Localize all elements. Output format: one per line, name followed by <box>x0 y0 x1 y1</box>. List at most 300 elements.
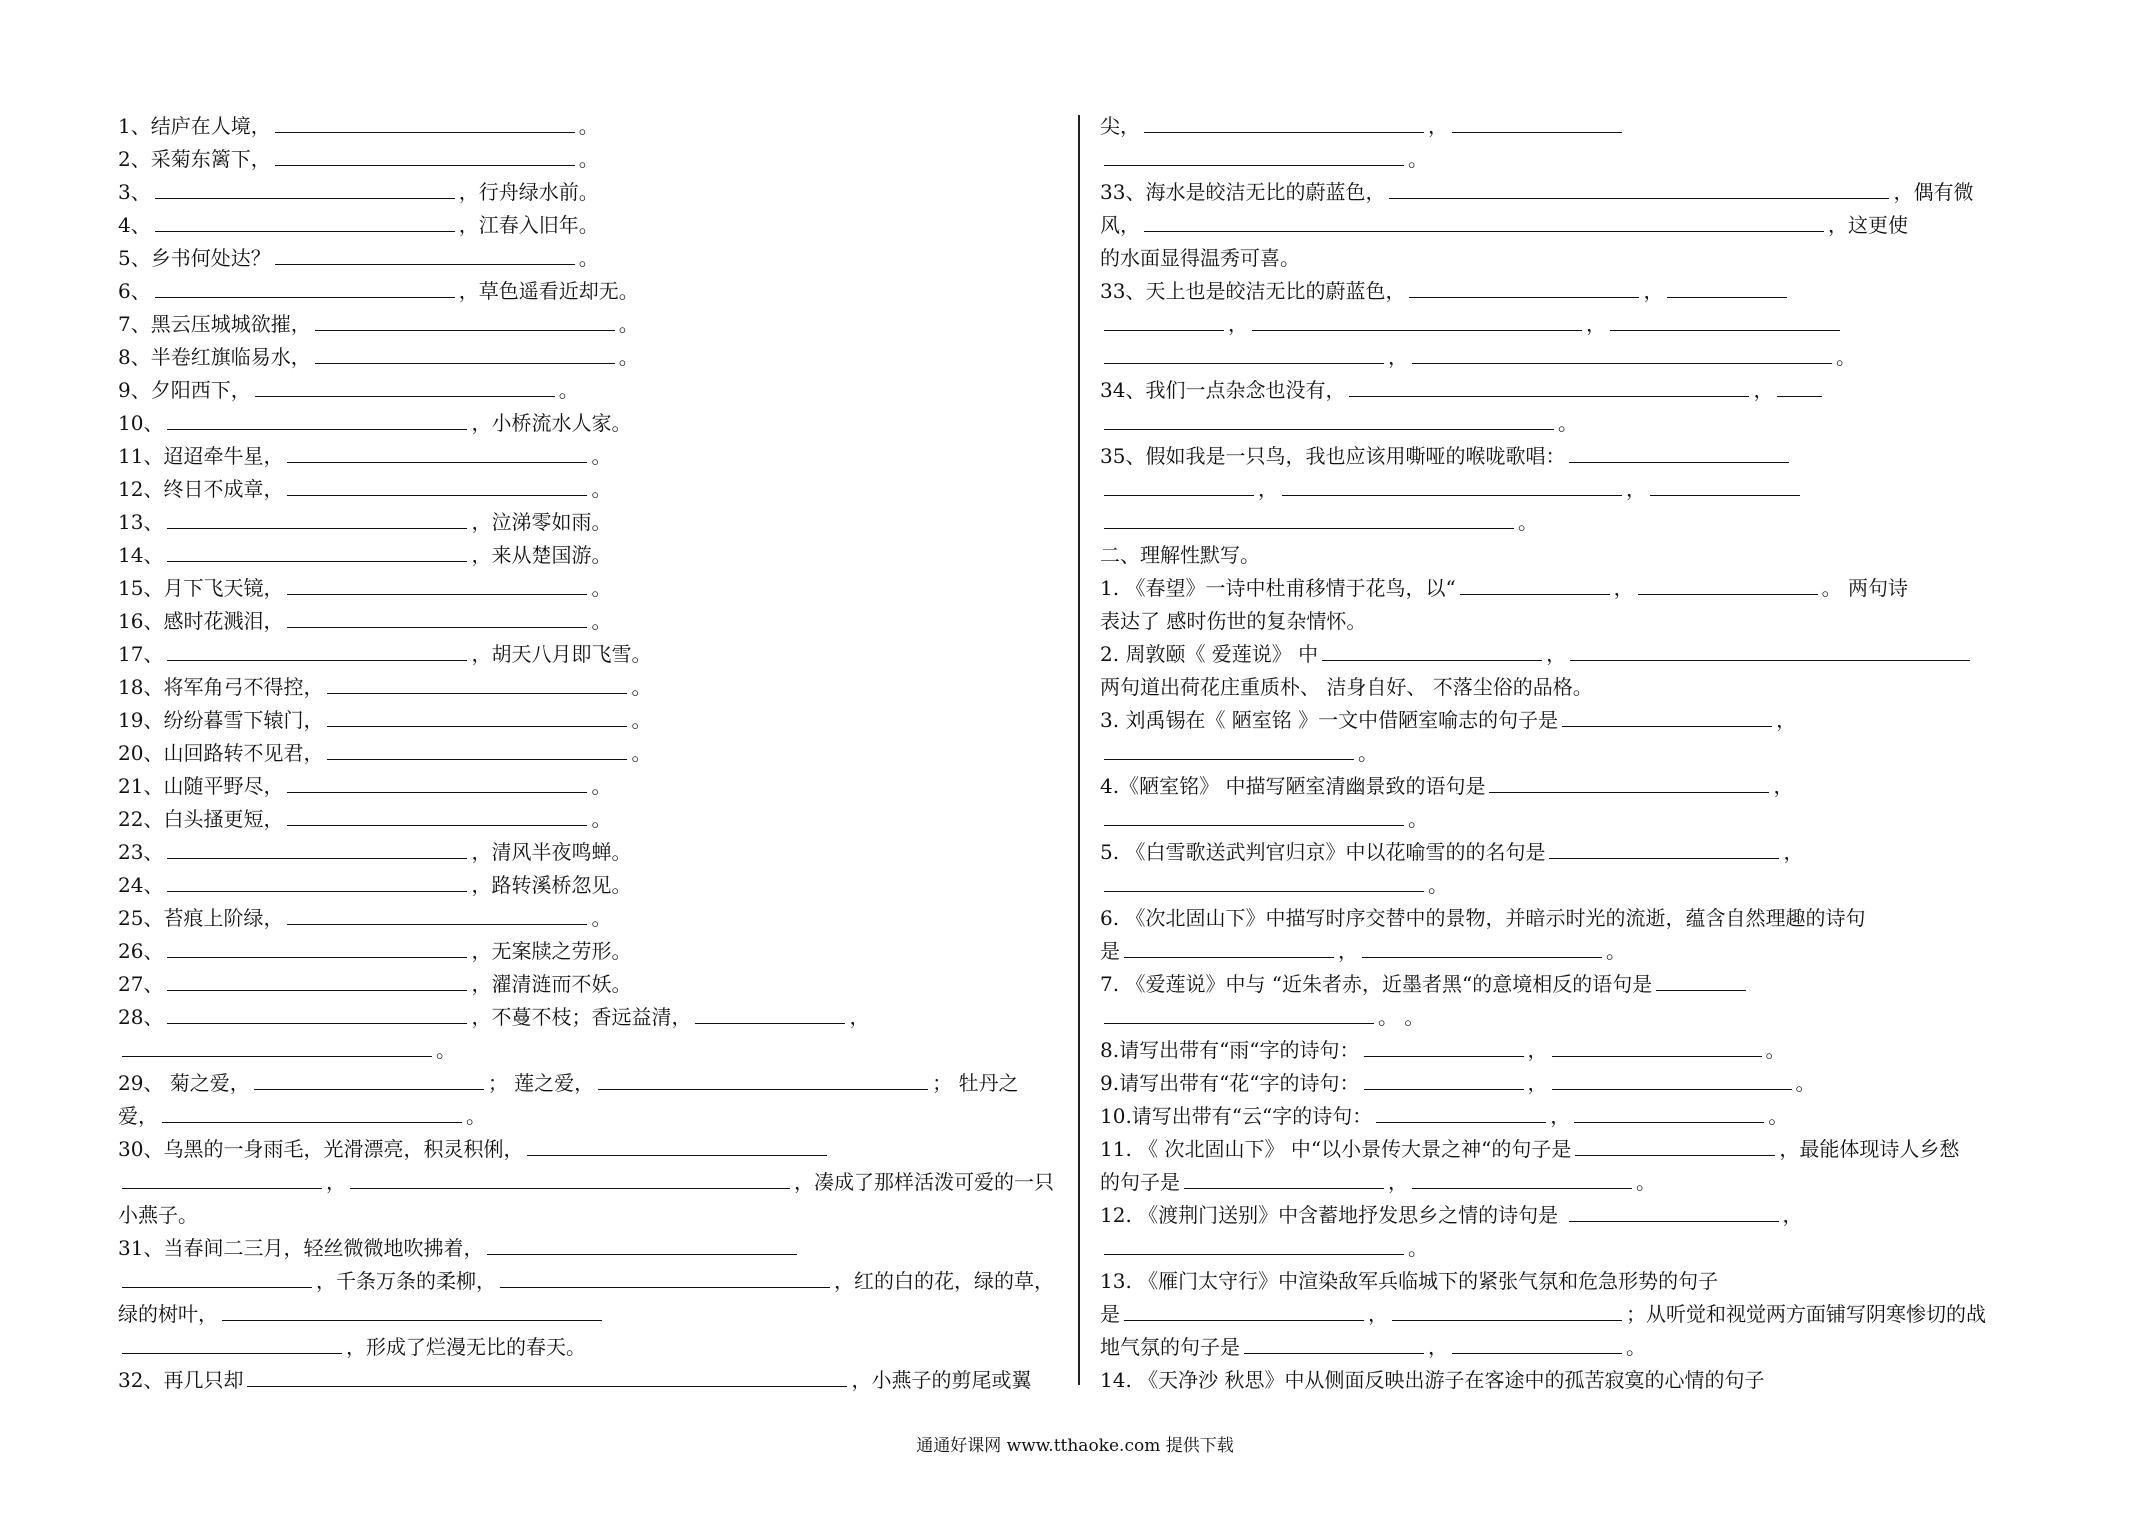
question-text: ，小桥流水人家。 <box>471 411 632 435</box>
answer-blank[interactable] <box>1777 374 1822 397</box>
question-text: ， <box>1776 708 1797 732</box>
answer-blank[interactable] <box>327 704 627 727</box>
answer-blank[interactable] <box>1104 407 1554 430</box>
question-text: ， <box>1613 576 1634 600</box>
left-line <box>118 605 1058 638</box>
question-text: ， <box>1586 312 1606 336</box>
question-text: 。 <box>558 378 579 402</box>
left-line <box>118 770 1058 803</box>
question-text: 6. 《次北固山下》中描写时序交替中的景物，并暗示时光的流逝，蕴含自然理趣的诗句 <box>1100 906 1866 930</box>
right-line <box>1100 1100 2040 1133</box>
question-text: 14、 <box>118 543 164 567</box>
left-line <box>118 1232 1058 1265</box>
left-line <box>118 1133 1058 1166</box>
question-text: ，这更使 <box>1828 213 1908 237</box>
question-text: ， <box>1388 345 1408 369</box>
question-text: 。 <box>631 675 652 699</box>
answer-blank[interactable] <box>1562 704 1772 727</box>
answer-blank[interactable] <box>167 506 467 529</box>
right-line <box>1100 1067 2040 1100</box>
answer-blank[interactable] <box>1656 968 1746 991</box>
answer-blank[interactable] <box>695 1001 845 1024</box>
question-text: ，濯清涟而不妖。 <box>471 972 632 996</box>
answer-blank[interactable] <box>500 1265 830 1288</box>
question-text: 23、 <box>118 840 164 864</box>
question-text: ， <box>1338 939 1358 963</box>
answer-blank[interactable] <box>1638 572 1818 595</box>
left-line <box>118 473 1058 506</box>
answer-blank[interactable] <box>1364 1067 1524 1090</box>
right-line <box>1100 968 2040 1001</box>
answer-blank[interactable] <box>1104 143 1404 166</box>
left-line <box>118 176 1058 209</box>
answer-blank[interactable] <box>1570 638 1970 661</box>
answer-blank[interactable] <box>1104 506 1514 529</box>
question-text: 18、将军角弓不得控， <box>118 675 324 699</box>
question-text: 的句子是 <box>1100 1170 1180 1194</box>
question-text: 8.请写出带有“雨“字的诗句： <box>1100 1038 1360 1062</box>
answer-blank[interactable] <box>1104 473 1254 496</box>
left-line <box>118 935 1058 968</box>
answer-blank[interactable] <box>167 935 467 958</box>
right-line <box>1100 506 2040 539</box>
left-line <box>118 374 1058 407</box>
left-line <box>118 704 1058 737</box>
question-text: 。 <box>591 906 612 930</box>
left-line <box>118 242 1058 275</box>
question-text: ，形成了烂漫无比的春天。 <box>346 1335 586 1359</box>
answer-blank[interactable] <box>122 1331 342 1354</box>
question-text: 是 <box>1100 939 1120 963</box>
question-text: ， <box>1753 378 1774 402</box>
column-divider <box>1078 115 1080 1385</box>
question-text: 。 <box>618 345 639 369</box>
question-text: 。 <box>578 246 599 270</box>
question-text: 5、乡书何处达？ <box>118 246 271 270</box>
right-line <box>1100 902 2040 935</box>
left-line <box>118 1100 1058 1133</box>
question-text: ， <box>1783 840 1804 864</box>
question-text: ； 莲之爱， <box>487 1071 595 1095</box>
left-line <box>118 1331 1058 1364</box>
answer-blank[interactable] <box>254 1067 484 1090</box>
question-text: ，草色遥看近却无。 <box>458 279 639 303</box>
answer-blank[interactable] <box>287 770 587 793</box>
question-text: 。 <box>1626 1335 1646 1359</box>
question-text: ，千条万条的柔柳， <box>316 1269 496 1293</box>
page-footer: 通通好课网 www.tthaoke.com 提供下载 <box>916 1436 1234 1456</box>
question-text: ， <box>1643 279 1664 303</box>
right-line <box>1100 440 2040 473</box>
answer-blank[interactable] <box>287 605 587 628</box>
question-text: 。 <box>436 1038 456 1062</box>
answer-blank[interactable] <box>1552 1067 1792 1090</box>
question-text: ，无案牍之劳形。 <box>471 939 632 963</box>
question-text: 34、我们一点杂念也没有， <box>1100 378 1346 402</box>
question-text: 小燕子。 <box>118 1203 198 1227</box>
question-text: ，红的白的花，绿的草， <box>834 1269 1054 1293</box>
answer-blank[interactable] <box>275 242 575 265</box>
question-text: ，江春入旧年。 <box>458 213 599 237</box>
answer-blank[interactable] <box>167 407 467 430</box>
answer-blank[interactable] <box>287 803 587 826</box>
answer-blank[interactable] <box>315 341 615 364</box>
left-line <box>118 1034 1058 1067</box>
answer-blank[interactable] <box>122 1166 322 1189</box>
question-text: 8、半卷红旗临易水， <box>118 345 311 369</box>
question-text: 。 <box>1428 873 1448 897</box>
answer-blank[interactable] <box>155 176 455 199</box>
question-text: 13. 《雁门太守行》中渲染敌军兵临城下的紧张气氛和危急形势的句子 <box>1100 1269 1719 1293</box>
answer-blank[interactable] <box>1452 110 1622 133</box>
left-line <box>118 671 1058 704</box>
answer-blank[interactable] <box>1610 308 1840 331</box>
question-text: 11、迢迢牵牛星， <box>118 444 284 468</box>
left-line <box>118 737 1058 770</box>
left-line <box>118 836 1058 869</box>
answer-blank[interactable] <box>327 737 627 760</box>
right-line <box>1100 1265 2040 1298</box>
question-text: 。 <box>1836 345 1856 369</box>
question-text: 3. 刘禹锡在《 陋室铭 》一文中借陋室喻志的句子是 <box>1100 708 1559 732</box>
question-text: 地气氛的句子是 <box>1100 1335 1240 1359</box>
right-line <box>1100 209 2040 242</box>
answer-blank[interactable] <box>1104 1001 1374 1024</box>
answer-blank[interactable] <box>275 110 575 133</box>
answer-blank[interactable] <box>1252 308 1582 331</box>
question-text: ， <box>1368 1302 1388 1326</box>
right-line <box>1100 242 2040 275</box>
question-text: 。 <box>1358 741 1378 765</box>
answer-blank[interactable] <box>1552 1034 1762 1057</box>
answer-blank[interactable] <box>1667 275 1787 298</box>
left-line <box>118 1199 1058 1232</box>
answer-blank[interactable] <box>1362 935 1602 958</box>
question-text: 16、感时花溅泪， <box>118 609 284 633</box>
answer-blank[interactable] <box>1452 1331 1622 1354</box>
right-line <box>1100 1199 2040 1232</box>
question-text: 10、 <box>118 411 164 435</box>
left-line <box>118 539 1058 572</box>
answer-blank[interactable] <box>1104 737 1354 760</box>
right-line <box>1100 143 2040 176</box>
answer-blank[interactable] <box>167 968 467 991</box>
answer-blank[interactable] <box>350 1166 790 1189</box>
question-text: 20、山回路转不见君， <box>118 741 324 765</box>
left-line <box>118 1298 1058 1331</box>
question-text: 33、海水是皎洁无比的蔚蓝色， <box>1100 180 1386 204</box>
answer-blank[interactable] <box>1575 1133 1775 1156</box>
question-text: ， <box>1782 1203 1803 1227</box>
question-text: 32、再几只却 <box>118 1368 244 1392</box>
question-text: 尖， <box>1100 114 1140 138</box>
answer-blank[interactable] <box>167 836 467 859</box>
left-line <box>118 407 1058 440</box>
question-text: 。 <box>578 114 599 138</box>
question-text: ，路转溪桥忽见。 <box>471 873 632 897</box>
answer-blank[interactable] <box>287 572 587 595</box>
question-text: 。 <box>591 477 612 501</box>
right-line <box>1100 1034 2040 1067</box>
right-line <box>1100 539 2040 572</box>
answer-blank[interactable] <box>1349 374 1749 397</box>
left-line <box>118 968 1058 1001</box>
left-line <box>118 869 1058 902</box>
answer-blank[interactable] <box>1409 275 1639 298</box>
answer-blank[interactable] <box>1144 110 1424 133</box>
question-text: 6、 <box>118 279 151 303</box>
question-text: 。 <box>591 609 612 633</box>
question-text: 。 <box>1606 939 1626 963</box>
answer-blank[interactable] <box>1364 1034 1524 1057</box>
answer-blank[interactable] <box>1412 1166 1632 1189</box>
question-text: ， <box>1527 1071 1548 1095</box>
left-line <box>118 440 1058 473</box>
question-text: 3、 <box>118 180 151 204</box>
left-line <box>118 341 1058 374</box>
right-line <box>1100 275 2040 308</box>
answer-blank[interactable] <box>1124 1298 1364 1321</box>
left-line <box>118 209 1058 242</box>
answer-blank[interactable] <box>1104 803 1404 826</box>
question-text: 12. 《渡荆门送别》中含蓄地抒发思乡之情的诗句是 <box>1100 1203 1565 1227</box>
question-text: 4.《陋室铭》 中描写陋室清幽景致的语句是 <box>1100 774 1486 798</box>
question-text: 11. 《 次北固山下》 中“以小景传大景之神“的句子是 <box>1100 1137 1572 1161</box>
question-text: 。 <box>1408 147 1428 171</box>
question-text: ， <box>1773 774 1794 798</box>
question-text: ，最能体现诗人乡愁 <box>1779 1137 1960 1161</box>
question-text: 7. 《爱莲说》中与 “近朱者赤，近墨者黑“的意境相反的语句是 <box>1100 972 1653 996</box>
answer-blank[interactable] <box>155 209 455 232</box>
answer-blank[interactable] <box>247 1364 847 1387</box>
left-line <box>118 143 1058 176</box>
question-text: 二、理解性默写。 <box>1100 543 1260 567</box>
answer-blank[interactable] <box>1460 572 1610 595</box>
answer-blank[interactable] <box>487 1232 797 1255</box>
question-text: 。 <box>1518 510 1538 534</box>
question-text: 。 <box>466 1104 486 1128</box>
left-line <box>118 1067 1058 1100</box>
question-text: 。 <box>591 774 612 798</box>
question-text: 2、采菊东篱下， <box>118 147 271 171</box>
answer-blank[interactable] <box>122 1265 312 1288</box>
answer-blank[interactable] <box>1124 935 1334 958</box>
question-text: ，泣涕零如雨。 <box>471 510 612 534</box>
question-text: ，不蔓不枝；香远益清， <box>471 1005 692 1029</box>
question-text: 。 <box>591 807 612 831</box>
answer-blank[interactable] <box>1184 1166 1384 1189</box>
answer-blank[interactable] <box>1650 473 1800 496</box>
right-line <box>1100 374 2040 407</box>
question-text: ，小燕子的剪尾或翼 <box>851 1368 1032 1392</box>
question-text: ， <box>1428 114 1448 138</box>
question-text: 。 <box>618 312 639 336</box>
question-text: 2. 周敦颐《 爱莲说》 中 <box>1100 642 1319 666</box>
question-text: 5. 《白雪歌送武判官归京》中以花喻雪的的名句是 <box>1100 840 1546 864</box>
right-line <box>1100 572 2040 605</box>
left-line <box>118 506 1058 539</box>
question-text: 26、 <box>118 939 164 963</box>
right-line <box>1100 308 2040 341</box>
answer-blank[interactable] <box>1392 1298 1622 1321</box>
left-column <box>118 110 1058 1397</box>
answer-blank[interactable] <box>1412 341 1832 364</box>
question-text: 绿的树叶， <box>118 1302 218 1326</box>
right-line <box>1100 407 2040 440</box>
answer-blank[interactable] <box>162 1100 462 1123</box>
right-line <box>1100 1364 2040 1397</box>
question-text: 21、山随平野尽， <box>118 774 284 798</box>
answer-blank[interactable] <box>167 869 467 892</box>
question-text: 。 <box>1636 1170 1656 1194</box>
right-line <box>1100 1298 2040 1331</box>
answer-blank[interactable] <box>327 671 627 694</box>
question-text: 。 <box>631 741 652 765</box>
left-line <box>118 1265 1058 1298</box>
question-text: ， <box>1228 312 1248 336</box>
question-text: 。 <box>1768 1104 1789 1128</box>
question-text: 是 <box>1100 1302 1120 1326</box>
answer-blank[interactable] <box>167 638 467 661</box>
answer-blank[interactable] <box>1549 836 1779 859</box>
answer-blank[interactable] <box>1244 1331 1424 1354</box>
question-text: 30、乌黑的一身雨毛，光滑漂亮，积灵积俐， <box>118 1137 524 1161</box>
question-text: 1、结庐在人境， <box>118 114 271 138</box>
right-line <box>1100 671 2040 704</box>
answer-blank[interactable] <box>1144 209 1824 232</box>
answer-blank[interactable] <box>287 440 587 463</box>
question-text: 28、 <box>118 1005 164 1029</box>
question-text: ， <box>1527 1038 1548 1062</box>
left-line <box>118 1364 1058 1397</box>
answer-blank[interactable] <box>167 539 467 562</box>
question-text: ，胡天八月即飞雪。 <box>471 642 652 666</box>
answer-blank[interactable] <box>1104 1232 1404 1255</box>
question-text: 31、当春间二三月，轻丝微微地吹拂着， <box>118 1236 484 1260</box>
answer-blank[interactable] <box>1489 770 1769 793</box>
right-line <box>1100 605 2040 638</box>
right-line <box>1100 803 2040 836</box>
question-text: ，来从楚国游。 <box>471 543 612 567</box>
question-text: ； 牡丹之 <box>932 1071 1019 1095</box>
answer-blank[interactable] <box>598 1067 928 1090</box>
question-text: 33、天上也是皎洁无比的蔚蓝色， <box>1100 279 1406 303</box>
question-text: ， <box>1258 477 1278 501</box>
left-line <box>118 572 1058 605</box>
question-text: 。 <box>591 576 612 600</box>
question-text: ，凑成了那样活泼可爱的一只 <box>794 1170 1054 1194</box>
question-text: 9、夕阳西下， <box>118 378 251 402</box>
answer-blank[interactable] <box>122 1034 432 1057</box>
right-line <box>1100 1001 2040 1034</box>
answer-blank[interactable] <box>1389 176 1889 199</box>
answer-blank[interactable] <box>1376 1100 1546 1123</box>
answer-blank[interactable] <box>222 1298 602 1321</box>
left-line <box>118 803 1058 836</box>
question-text: 1. 《春望》一诗中杜甫移情于花鸟，以“ <box>1100 576 1456 600</box>
question-text: ，清风半夜鸣蝉。 <box>471 840 632 864</box>
right-line <box>1100 638 2040 671</box>
answer-blank[interactable] <box>155 275 455 298</box>
left-line <box>118 1001 1058 1034</box>
answer-blank[interactable] <box>1104 869 1424 892</box>
answer-blank[interactable] <box>1104 308 1224 331</box>
right-line <box>1100 869 2040 902</box>
question-text: 。 两句诗 <box>1821 576 1909 600</box>
question-text: 14. 《天净沙 秋思》中从侧面反映出游子在客途中的孤苦寂寞的心情的句子 <box>1100 1368 1765 1392</box>
question-text: 10.请写出带有“云“字的诗句： <box>1100 1104 1373 1128</box>
answer-blank[interactable] <box>1104 341 1384 364</box>
answer-blank[interactable] <box>287 473 587 496</box>
question-text: 表达了 感时伤世的复杂情怀。 <box>1100 609 1367 633</box>
question-text: 。 <box>631 708 652 732</box>
right-line <box>1100 1232 2040 1265</box>
question-text: 19、纷纷暮雪下辕门， <box>118 708 324 732</box>
answer-blank[interactable] <box>1322 638 1542 661</box>
question-text: 。 <box>1558 411 1578 435</box>
right-line <box>1100 770 2040 803</box>
question-text: ；从听觉和视觉两方面铺写阴寒惨切的战 <box>1626 1302 1986 1326</box>
question-text: 9.请写出带有“花“字的诗句： <box>1100 1071 1360 1095</box>
question-text: ， <box>1626 477 1646 501</box>
question-text: 。 。 <box>1378 1005 1425 1029</box>
right-line <box>1100 110 2040 143</box>
right-line <box>1100 737 2040 770</box>
right-line <box>1100 473 2040 506</box>
question-text: 12、终日不成章， <box>118 477 284 501</box>
answer-blank[interactable] <box>275 143 575 166</box>
question-text: 22、白头搔更短， <box>118 807 284 831</box>
answer-blank[interactable] <box>1282 473 1622 496</box>
question-text: ， <box>1428 1335 1448 1359</box>
left-line <box>118 902 1058 935</box>
question-text: 两句道出荷花庄重质朴、 洁身自好、 不落尘俗的品格。 <box>1100 675 1593 699</box>
question-text: 。 <box>591 444 612 468</box>
left-line <box>118 308 1058 341</box>
answer-blank[interactable] <box>1574 1100 1764 1123</box>
right-line <box>1100 1133 2040 1166</box>
left-line <box>118 638 1058 671</box>
question-text: 7、黑云压城城欲摧， <box>118 312 311 336</box>
answer-blank[interactable] <box>1569 440 1789 463</box>
right-line <box>1100 704 2040 737</box>
question-text: ， <box>1550 1104 1571 1128</box>
question-text: 13、 <box>118 510 164 534</box>
answer-blank[interactable] <box>527 1133 827 1156</box>
right-line <box>1100 1166 2040 1199</box>
answer-blank[interactable] <box>255 374 555 397</box>
question-text: 29、 菊之爱， <box>118 1071 250 1095</box>
question-text: ， <box>849 1005 870 1029</box>
left-line <box>118 110 1058 143</box>
question-text: 。 <box>1795 1071 1816 1095</box>
answer-blank[interactable] <box>167 1001 467 1024</box>
question-text: ， <box>326 1170 346 1194</box>
answer-blank[interactable] <box>287 902 587 925</box>
question-text: 17、 <box>118 642 164 666</box>
answer-blank[interactable] <box>1569 1199 1779 1222</box>
question-text: 15、月下飞天镜， <box>118 576 284 600</box>
question-text: 35、假如我是一只鸟，我也应该用嘶哑的喉咙歌唱： <box>1100 444 1566 468</box>
question-text: ， <box>1546 642 1567 666</box>
question-text: 风， <box>1100 213 1140 237</box>
question-text: ， <box>1388 1170 1408 1194</box>
answer-blank[interactable] <box>315 308 615 331</box>
question-text: 24、 <box>118 873 164 897</box>
question-text: ，行舟绿水前。 <box>458 180 599 204</box>
left-line <box>118 1166 1058 1199</box>
question-text: 。 <box>1408 807 1428 831</box>
